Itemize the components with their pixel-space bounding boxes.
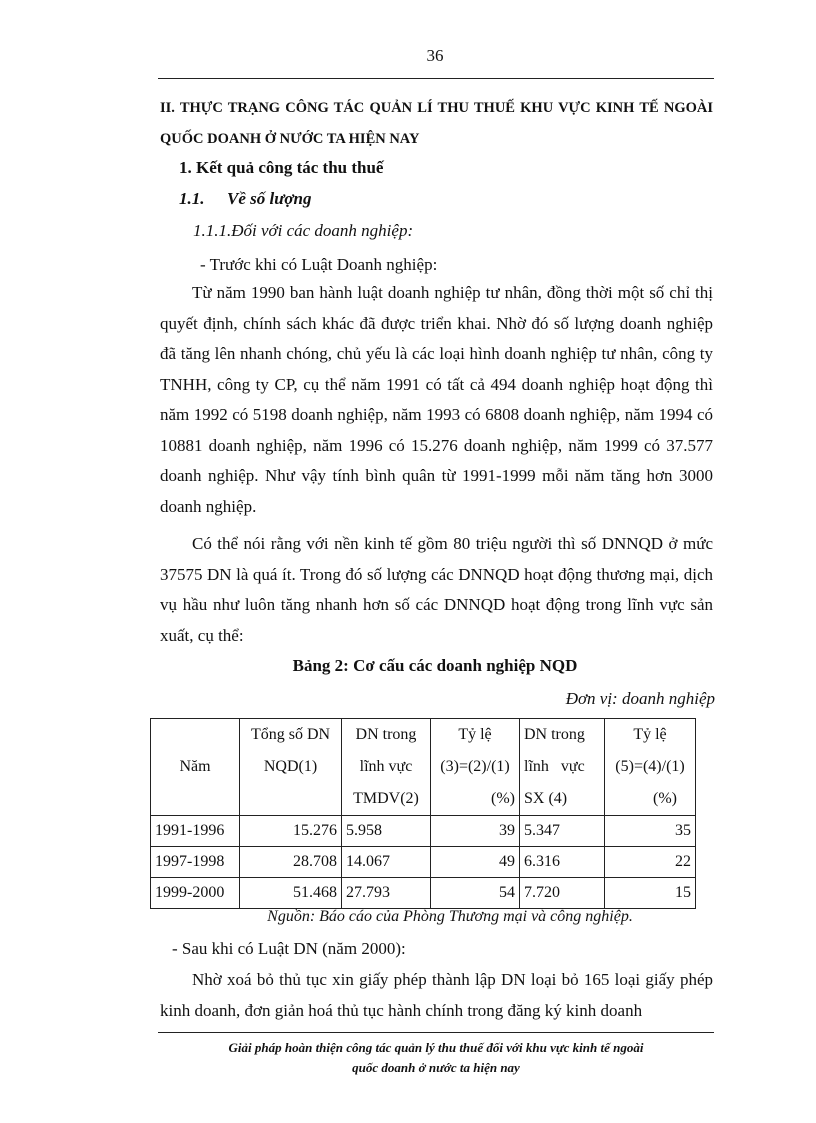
table-row xyxy=(151,816,696,847)
header-ratio5: Tỷ lệ (5)=(4)/(1) (%) xyxy=(605,719,696,816)
cell-sx: 6.316 xyxy=(520,847,605,878)
cell-total: 15.276 xyxy=(240,816,342,847)
footer-title xyxy=(158,1038,714,1078)
heading-quantity xyxy=(179,189,312,209)
enterprise-structure-table xyxy=(150,718,696,909)
footer-rule xyxy=(158,1032,714,1033)
cell-tmdv: 5.958 xyxy=(342,816,431,847)
header-year: Năm xyxy=(151,719,240,816)
paragraph-comparison: Có thể nói rằng với nền kinh tế gồm 80 triệu người thì số DNNQD ở mức 37575 DN là quá ít. Trong đó số lượng các DNNQD hoạt động thương mại, dịch vụ hầu như luôn tăng nhanh hơn số các DNNQD hoạt động trong lĩnh vực sản xuất, cụ thể: xyxy=(160,534,713,645)
cell-year: 1999-2000 xyxy=(151,878,240,909)
table-header-row xyxy=(151,719,696,816)
cell-ratio5: 22 xyxy=(605,847,696,878)
header-total: Tổng số DN NQD(1) xyxy=(240,719,342,816)
header-sx: DN trong lĩnh vực SX (4) xyxy=(520,719,605,816)
page-number: 36 xyxy=(426,46,444,65)
cell-total: 51.468 xyxy=(240,878,342,909)
footer-line: Giải pháp hoàn thiện công tác quản lý thu thuế đối với khu vực kinh tế ngoài xyxy=(228,1040,644,1055)
cell-ratio5: 15 xyxy=(605,878,696,909)
table-source-note: Nguồn: Báo cáo của Phòng Thương mại và công nghiệp. xyxy=(267,908,633,925)
table-title: Bảng 2: Cơ cấu các doanh nghiệp NQD xyxy=(292,656,578,675)
section-heading: II. THỰC TRẠNG CÔNG TÁC QUẢN LÍ THU THUẾ KHU VỰC KINH TẾ NGOÀI QUỐC DOANH Ở NƯỚC TA HIỆN NAY xyxy=(160,100,713,147)
header-rule xyxy=(158,78,714,79)
header-ratio3: Tỷ lệ (3)=(2)/(1) (%) xyxy=(431,719,520,816)
dash-after-law: - Sau khi có Luật DN (năm 2000): xyxy=(172,939,406,958)
cell-year: 1997-1998 xyxy=(151,847,240,878)
cell-total: 28.708 xyxy=(240,847,342,878)
cell-ratio3: 54 xyxy=(431,878,520,909)
cell-ratio5: 35 xyxy=(605,816,696,847)
table-row xyxy=(151,878,696,909)
footer-line: quốc doanh ở nước ta hiện nay xyxy=(352,1060,520,1075)
cell-ratio3: 49 xyxy=(431,847,520,878)
cell-ratio3: 39 xyxy=(431,816,520,847)
cell-tmdv: 14.067 xyxy=(342,847,431,878)
heading-enterprises: 1.1.1.Đối với các doanh nghiệp: xyxy=(193,221,414,240)
table-unit-note: Đơn vị: doanh nghiệp xyxy=(565,689,715,708)
paragraph-after-law: Nhờ xoá bỏ thủ tục xin giấy phép thành lập DN loại bỏ 165 loại giấy phép kinh doanh, đơn giản hoá thủ tục hành chính trong đăng ký kinh doanh xyxy=(160,970,713,1020)
heading-results: 1. Kết quả công tác thu thuế xyxy=(179,158,384,177)
cell-sx: 7.720 xyxy=(520,878,605,909)
cell-sx: 5.347 xyxy=(520,816,605,847)
cell-tmdv: 27.793 xyxy=(342,878,431,909)
dash-before-law: - Trước khi có Luật Doanh nghiệp: xyxy=(200,255,438,274)
cell-year: 1991-1996 xyxy=(151,816,240,847)
heading-quantity-number: 1.1. xyxy=(179,189,205,208)
header-tmdv: DN trong lĩnh vực TMDV(2) xyxy=(342,719,431,816)
paragraph-growth: Từ năm 1990 ban hành luật doanh nghiệp tư nhân, đồng thời một số chỉ thị quyết định, chính sách khác đã được triển khai. Nhờ đó số lượng doanh nghiệp đã tăng lên nhanh chóng, chủ yếu là các loại hình doanh nghiệp tư nhân, công ty TNHH, công ty CP, cụ thể năm 1991 có tất cả 494 doanh nghiệp hoạt động thì năm 1992 có 5198 doanh nghiệp, năm 1993 có 6808 doanh nghiệp, năm 1994 có 10881 doanh nghiệp, năm 1996 có 15.276 doanh nghiệp, năm 1999 có 37.577 doanh nghiệp. Như vậy tính bình quân từ 1991-1999 mỗi năm tăng hơn 3000 doanh nghiệp. xyxy=(160,283,713,516)
table-row xyxy=(151,847,696,878)
heading-quantity-title: Về số lượng xyxy=(227,189,312,208)
